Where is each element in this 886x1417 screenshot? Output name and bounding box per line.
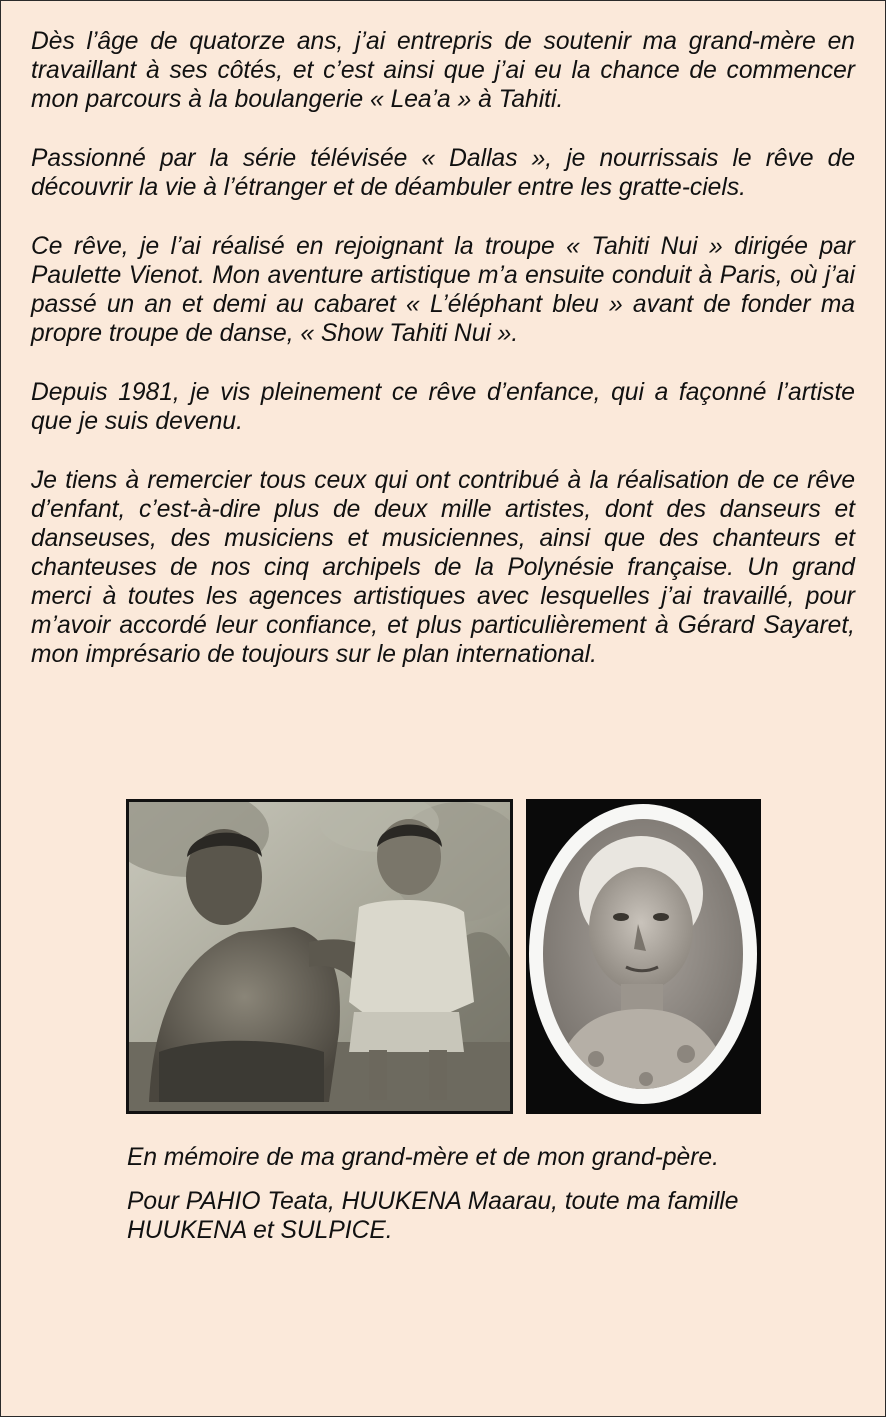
paragraph-5: Je tiens à remercier tous ceux qui ont contribué à la réalisation de ce rêve d’enfant, c’est-à-dire plus de deux mille artistes, dont des danseurs et danseuses, des musiciens et musiciennes, ainsi que des chanteurs et chanteuses de nos cinq archipels de la Polynésie française. Un grand merci à toutes les agences artistiques avec lesquelles j’ai travaillé, pour m’avoir accordé leur confiance, et plus particulièrement à Gérard Sayaret, mon imprésario de toujours sur le plan international.	[31, 467, 855, 668]
paragraph-1: Dès l’âge de quatorze ans, j’ai entrepris de soutenir ma grand-mère en travaillant à ses côtés, et c’est ainsi que j’ai eu la chance de commencer mon parcours à la boulangerie « Lea’a » à Tahiti.	[31, 28, 855, 113]
caption-memory: En mémoire de ma grand-mère et de mon grand-père.	[127, 1144, 719, 1171]
paragraph-2: Passionné par la série télévisée « Dallas », je nourrissais le rêve de découvrir la vie à l’étranger et de déambuler entre les gratte-ciels.	[31, 145, 855, 201]
photo-grandfather-and-child	[126, 799, 513, 1114]
text-block	[31, 27, 855, 699]
caption-dedication: Pour PAHIO Teata, HUUKENA Maarau, toute ma famille HUUKENA et SULPICE.	[127, 1188, 739, 1244]
caption-block	[127, 1143, 767, 1260]
photo-grandmother-portrait	[526, 799, 761, 1114]
paragraph-3: Ce rêve, je l’ai réalisé en rejoignant la troupe « Tahiti Nui » dirigée par Paulette Vienot. Mon aventure artistique m’a ensuite conduit à Paris, où j’ai passé un an et demi au cabaret « L’éléphant bleu » avant de fonder ma propre troupe de danse, « Show Tahiti Nui ».	[31, 233, 855, 347]
paragraph-4: Depuis 1981, je vis pleinement ce rêve d’enfance, qui a façonné l’artiste que je suis devenu.	[31, 379, 855, 435]
